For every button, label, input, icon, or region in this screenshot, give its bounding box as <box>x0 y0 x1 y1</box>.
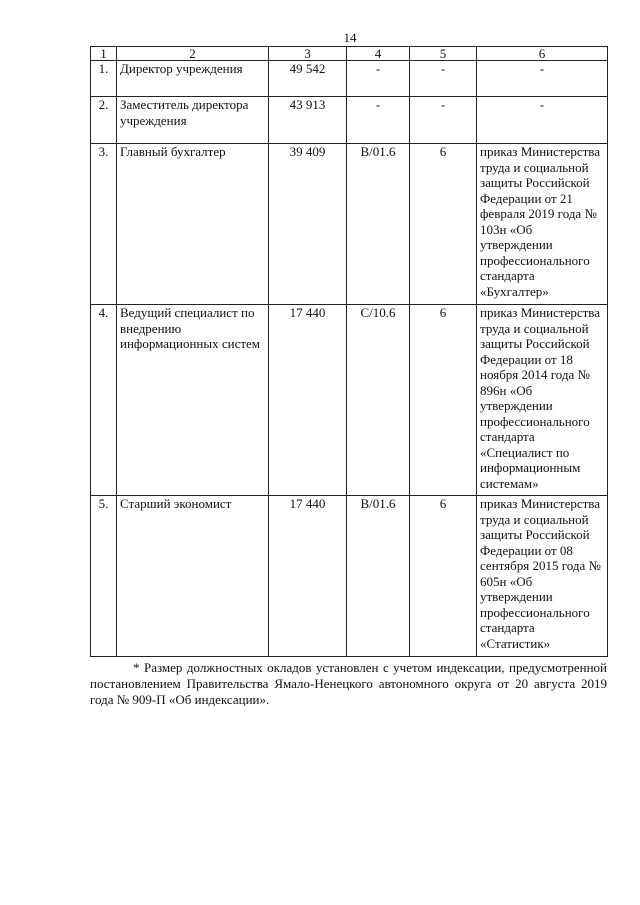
row-number: 5. <box>91 496 117 657</box>
header-cell-5: 5 <box>410 47 477 61</box>
qualification-code: - <box>347 61 410 97</box>
qualification-code: C/10.6 <box>347 305 410 496</box>
header-cell-1: 1 <box>91 47 117 61</box>
table-row <box>91 144 608 305</box>
footnote-text: * Размер должностных окладов установлен с учетом индексации, предусмотренной постановлением Правительства Ямало-Ненецкого автономного округа от 20 августа 2019 года № 909-П «Об индексации». <box>90 660 607 707</box>
header-cell-3: 3 <box>269 47 347 61</box>
salary-value: 49 542 <box>269 61 347 97</box>
professional-standard: - <box>477 97 608 144</box>
row-number: 2. <box>91 97 117 144</box>
qualification-code: - <box>347 97 410 144</box>
row-number: 1. <box>91 61 117 97</box>
table-row <box>91 61 608 97</box>
salary-value: 43 913 <box>269 97 347 144</box>
position-title: Директор учреждения <box>117 61 269 97</box>
salary-value: 17 440 <box>269 305 347 496</box>
table-row <box>91 496 608 657</box>
qualification-level: 6 <box>410 144 477 305</box>
qualification-code: B/01.6 <box>347 496 410 657</box>
row-number: 3. <box>91 144 117 305</box>
qualification-level: 6 <box>410 496 477 657</box>
salary-value: 17 440 <box>269 496 347 657</box>
header-cell-6: 6 <box>477 47 608 61</box>
qualification-level: - <box>410 61 477 97</box>
salary-value: 39 409 <box>269 144 347 305</box>
page-number: 14 <box>343 30 357 45</box>
professional-standard: приказ Министерства труда и социальной защиты Российской Федерации от 08 сентября 2015 года № 605н «Об утверждении профессионального стандарта «Статистик» <box>477 496 608 657</box>
position-title: Главный бухгалтер <box>117 144 269 305</box>
header-cell-4: 4 <box>347 47 410 61</box>
qualification-level: 6 <box>410 305 477 496</box>
header-cell-2: 2 <box>117 47 269 61</box>
professional-standard: - <box>477 61 608 97</box>
position-title: Заместитель директора учреждения <box>117 97 269 144</box>
professional-standard: приказ Министерства труда и социальной защиты Российской Федерации от 21 февраля 2019 года № 103н «Об утверждении профессионального стандарта «Бухгалтер» <box>477 144 608 305</box>
table-row <box>91 97 608 144</box>
positions-table <box>90 46 608 657</box>
qualification-code: B/01.6 <box>347 144 410 305</box>
footnote <box>90 660 607 708</box>
row-number: 4. <box>91 305 117 496</box>
position-title: Ведущий специалист по внедрению информационных систем <box>117 305 269 496</box>
professional-standard: приказ Министерства труда и социальной защиты Российской Федерации от 18 ноября 2014 года № 896н «Об утверждении профессионального стандарта «Специалист по информационным системам» <box>477 305 608 496</box>
qualification-level: - <box>410 97 477 144</box>
table-row <box>91 305 608 496</box>
table-header-row <box>91 47 608 61</box>
position-title: Старший экономист <box>117 496 269 657</box>
